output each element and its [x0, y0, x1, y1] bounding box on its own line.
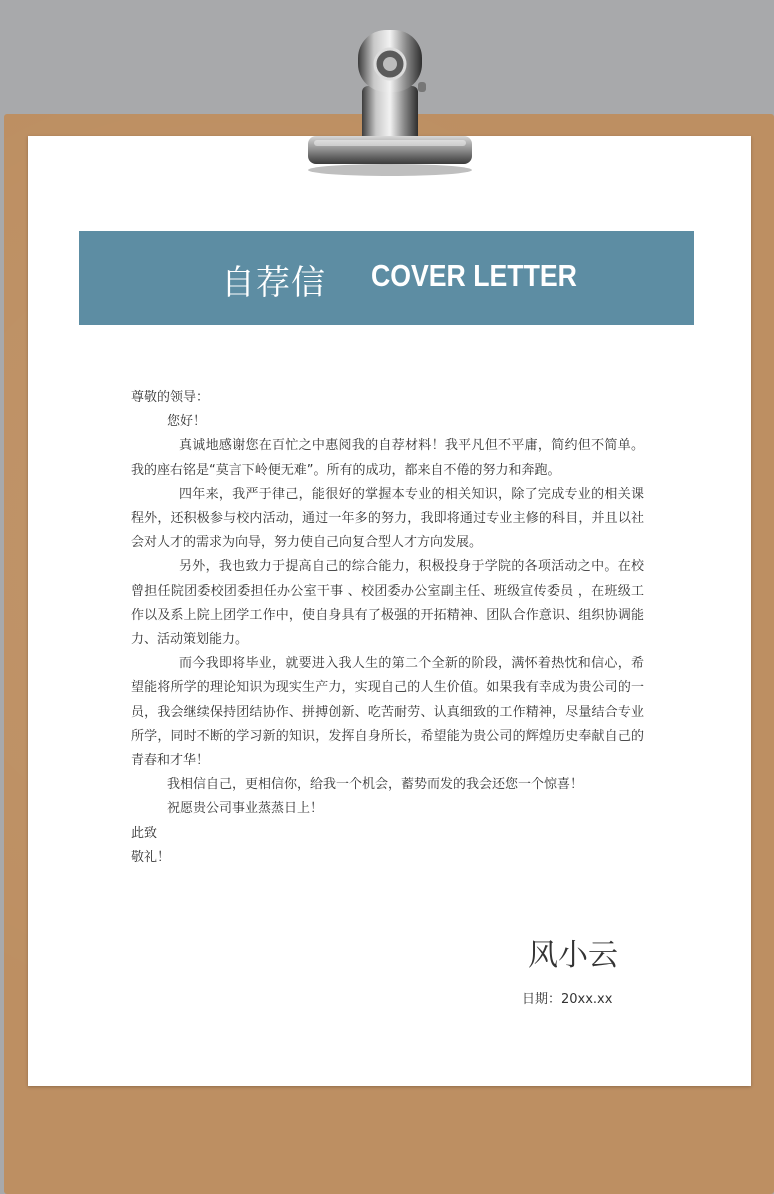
- letter-paragraph: 祝愿贵公司事业蒸蒸日上！: [167, 801, 324, 817]
- binder-clip-icon: [300, 28, 480, 178]
- title-banner: [79, 231, 694, 325]
- letter-body: [131, 386, 644, 870]
- closing-line-2: 敬礼！: [131, 849, 171, 865]
- salutation: 尊敬的领导：: [131, 390, 210, 405]
- letter-paragraph: 我相信自己，更相信你，给我一个机会，蓄势而发的我会还您一个惊喜！: [167, 777, 584, 793]
- letter-paragraph: 另外，我也致力于提高自己的综合能力，积极投身于学院的各项活动之中。在校曾担任院团委校团委担任办公室干事 、校团委办公室副主任、班级宣传委员 ，在班级工作以及系上院上团学工作中，使自身具有了极强的开拓精神、团队合作意识、组织协调能力、活动策划能力。: [131, 559, 644, 648]
- letter-paragraph: 真诚地感谢您在百忙之中惠阅我的自荐材料！我平凡但不平庸，简约但不简单。我的座右铭是“莫言下岭便无难”。所有的成功，都来自不倦的努力和奔跑。: [131, 438, 644, 478]
- signature-date: 日期：20xx.xx: [522, 992, 613, 1007]
- letter-paragraph: 而今我即将毕业，就要进入我人生的第二个全新的阶段，满怀着热忱和信心，希望能将所学的理论知识为现实生产力，实现自己的人生价值。如果我有幸成为贵公司的一员，我会继续保持团结协作、拼搏创新、吃苦耐劳、认真细致的工作精神，尽量结合专业所学，同时不断的学习新的知识，发挥自身所长，希望能为贵公司的辉煌历史奉献自己的青春和才华！: [131, 656, 644, 769]
- greeting: 您好！: [167, 414, 207, 430]
- signature-name: 风小云: [528, 938, 618, 973]
- letter-paragraph: 四年来，我严于律己，能很好的掌握本专业的相关知识，除了完成专业的相关课程外，还积极参与校内活动，通过一年多的努力，我即将通过专业主修的科目，并且以社会对人才的需求为向导，努力使自己向复合型人才方向发展。: [131, 486, 644, 551]
- closing-line-1: 此致: [131, 825, 158, 841]
- banner-title-en: COVER LETTER: [371, 258, 577, 293]
- banner-title-cn: 自荐信: [221, 263, 326, 303]
